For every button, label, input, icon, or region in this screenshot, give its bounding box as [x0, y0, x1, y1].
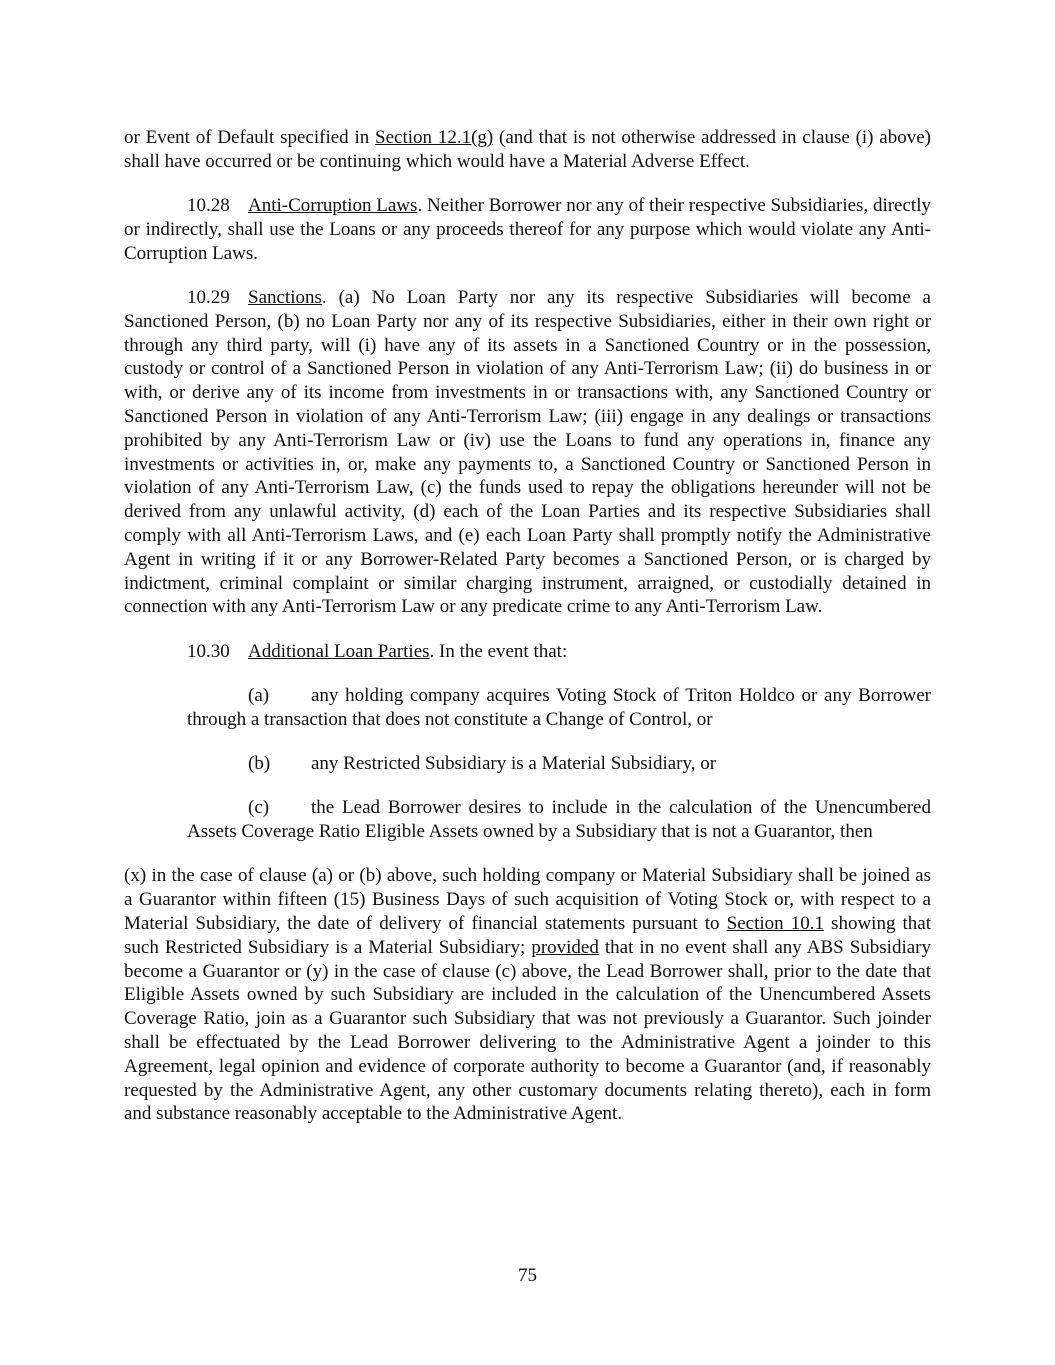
section-10-30-tail [124, 864, 931, 1126]
section-reference-12-1-g: Section 12.1(g) [375, 127, 494, 148]
section-10-28 [124, 194, 931, 265]
clause-text: any Restricted Subsidiary is a Material Subsidiary, or [311, 753, 717, 775]
section-body: . Neither Borrower nor any of their respective Subsidiaries, directly or indirectly, shall use the Loans or any proceeds thereof for any purpose which would violate any Anti-Corruption Laws. [124, 195, 931, 264]
section-10-29 [124, 286, 931, 619]
section-body: . In the event that: [429, 640, 568, 662]
clause-a [187, 684, 931, 732]
section-heading: Sanctions [248, 286, 322, 308]
section-number: 10.30 [187, 640, 230, 662]
document-page [124, 126, 931, 1126]
clause-text: the Lead Borrower desires to include in the calculation of the Unencumbered Assets Coverage Ratio Eligible Assets owned by a Subsidiary that is not a Guarantor, then [187, 797, 931, 843]
clause-c [187, 796, 931, 844]
section-reference-10-1: Section 10.1 [726, 913, 824, 935]
paragraph-text: showing that such Restricted Subsidiary is a Material Subsidiary; [124, 913, 932, 958]
paragraph-text: or Event of Default specified in [124, 127, 376, 148]
page-number: 75 [518, 1265, 537, 1286]
section-number: 10.29 [187, 286, 230, 308]
clause-marker: (c) [248, 797, 270, 819]
paragraph-text: that in no event shall any ABS Subsidiary become a Guarantor or (y) in the case of clause (c) above, the Lead Borrower shall, prior to the date that Eligible Assets owned by such Subsidiary are included in the calculation of the Unencumbered Assets Coverage Ratio, join as a Guarantor such Subsidiary that was not previously a Guarantor. Such joinder shall be effectuated by the Lead Borrower delivering to the Administrative Agent a joinder to this Agreement, legal opinion and evidence of corporate authority to become a Guarantor (and, if reasonably requested by the Administrative Agent, any other customary documents relating thereto), each in form and substance reasonably acceptable to the Administrative Agent. [124, 936, 931, 1125]
paragraph-text: (x) in the case of clause (a) or (b) above, such holding company or Material Subsidiary shall be joined as a Guarantor within fifteen (15) Business Days of such acquisition of Voting Stock or, with respect to a Material Subsidiary, the date of delivery of financial statements pursuant to [124, 865, 931, 935]
continuation-paragraph [124, 126, 931, 174]
section-number: 10.28 [187, 195, 230, 217]
clause-marker: (a) [248, 684, 270, 706]
section-body: . (a) No Loan Party nor any its respective Subsidiaries will become a Sanctioned Person, (b) no Loan Party nor any of its respective Subsidiaries, either in their own right or through any third party, will (i) have any of its assets in a Sanctioned Country or in the possession, custody or control of a Sanctioned Person in violation of any Anti-Terrorism Law; (ii) do business in or with, or derive any of its income from investments in or transactions with, any Sanctioned Country or Sanctioned Person in violation of any Anti-Terrorism Law; (iii) engage in any dealings or transactions prohibited by any Anti-Terrorism Law or (iv) use the Loans to fund any operations in, finance any investments or activities in, or, make any payments to, a Sanctioned Country or Sanctioned Person in violation of any Anti-Terrorism Law, (c) the funds used to repay the obligations hereunder will not be derived from any unlawful activity, (d) each of the Loan Parties and its respective Subsidiaries shall comply with all Anti-Terrorism Laws, and (e) each Loan Party shall promptly notify the Administrative Agent in writing if it or any Borrower-Related Party becomes a Sanctioned Person, or is charged by indictment, criminal complaint or similar charging instrument, arraigned, or custodially detained in connection with any Anti-Terrorism Law or any predicate crime to any Anti-Terrorism Law. [124, 286, 931, 618]
section-10-30 [124, 640, 931, 664]
clause-marker: (b) [248, 753, 271, 775]
clause-text: any holding company acquires Voting Stock of Triton Holdco or any Borrower through a transaction that does not constitute a Change of Control, or [187, 684, 931, 730]
section-heading: Additional Loan Parties [248, 640, 430, 662]
paragraph-text: (and that is not otherwise addressed in clause (i) above) shall have occurred or be continuing which would have a Material Adverse Effect. [124, 127, 931, 172]
clause-b [187, 752, 931, 776]
section-heading: Anti-Corruption Laws [248, 195, 418, 217]
provided-term: provided [531, 936, 599, 958]
